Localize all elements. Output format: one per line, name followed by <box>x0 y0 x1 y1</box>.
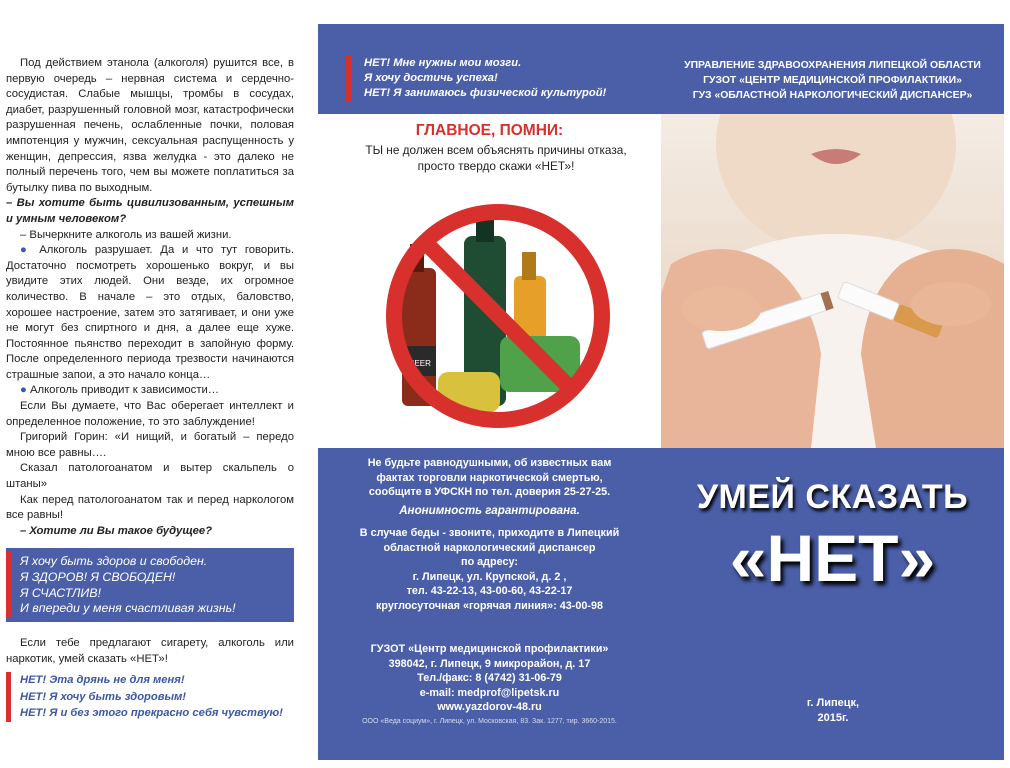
place-text: г. Липецк, <box>806 697 860 709</box>
affirmation-line: Я хочу быть здоров и свободен. <box>20 554 208 568</box>
prevention-center-info <box>318 642 661 715</box>
gorin-quote-paragraph: Григорий Горин: «И нищий, и богатый – передо мною все равны…. <box>6 431 294 459</box>
offer-paragraph <box>6 636 294 667</box>
no-alcohol-sign-icon <box>380 196 616 436</box>
remember-heading: ГЛАВНОЕ, ПОМНИ: <box>415 122 564 139</box>
dependence-paragraph <box>6 383 294 399</box>
intellect-paragraph: Если Вы думаете, что Вас оберегает интеллект и определенное положение, то это заблуждение! <box>6 400 294 428</box>
info-line: В случае беды - звоните, приходите в Липецкий <box>359 527 620 539</box>
organization-line: ГУЗОТ «ЦЕНТР МЕДИЦИНСКОЙ ПРОФИЛАКТИКИ» <box>703 75 962 87</box>
refusal-advice: ТЫ не должен всем объяснять причины отказа, просто твердо скажи «НЕТ»! <box>365 143 627 173</box>
dependence-text: Алкоголь приводит к зависимости… <box>29 384 220 397</box>
cover-title: УМЕЙ СКАЗАТЬ <box>696 478 969 516</box>
dispensary-info <box>318 526 661 614</box>
info-line: по адресу: <box>461 556 518 569</box>
middle-top-line: НЕТ! Я занимаюсь физической культурой! <box>364 87 607 99</box>
affirmation-box <box>6 548 294 622</box>
affirmation-line: И впереди у меня счастливая жизнь! <box>20 601 236 616</box>
no-line: НЕТ! Я хочу быть здоровым! <box>20 690 187 703</box>
scalpel-paragraph: Сказал патологоанатом и вытер скальпель о штаны» <box>6 462 294 491</box>
middle-top-line: Я хочу достичь успеха! <box>364 72 498 84</box>
affirmation-line: Я ЗДОРОВ! Я СВОБОДЕН! <box>20 569 176 584</box>
info-line: г. Липецк, ул. Крупской, д. 2 , <box>412 570 567 583</box>
intro-paragraph: Под действием этанола (алкоголя) рушится все, в первую очередь – нервная система и сердечно-сосудистая. Слабые мышцы, тромбы в сосудах, диабет, разрушенный головной мозг, катастрофически разрушенная печень, ослабленные почки, половая импотенция у мужчин, сексуальная распущенность у женщин, депрессия, язва желудка - это далеко не полный перечень того, чем вы можете поплатиться за бутылку пива по выходным. <box>6 57 294 194</box>
info-line: фактах торговли наркотической смертью, <box>376 471 603 484</box>
printer-imprint: ООО «Веда социум», г. Липецк, ул. Московская, 83. Зак. 1277, тир. 3660-2015. <box>362 718 617 725</box>
website-link[interactable]: www.yazdorov-48.ru <box>437 701 542 714</box>
alcohol-destroys-paragraph <box>6 243 294 383</box>
bullet-icon: ● <box>20 384 27 397</box>
no-line: НЕТ! Я и без этого прекрасно себя чувствую! <box>20 707 283 720</box>
question-civilized: – Вы хотите быть цивилизованным, успешным и умным человеком? <box>6 197 294 225</box>
left-column <box>6 56 294 539</box>
organization-panel <box>661 24 1004 114</box>
prohibition-illustration <box>380 196 616 436</box>
alcohol-destroys-text: Алкоголь разрушает. Да и что тут говорить. Достаточно посмотреть хорошенько вокруг, и вы увидите этих людей. Они везде, их огромное количество. В начале – это отдых, баловство, хорошее настроение, затем это затягивает, и они уже не могут без спиртного и дня, а далее еще хуже. Постоянное пьянство переходит в запойную форму. После определенного периода трезвости начинаются страшные запои, а это начало конца… <box>6 244 295 381</box>
no-lines <box>20 672 283 722</box>
cover-net: «НЕТ» <box>729 521 936 595</box>
no-line: НЕТ! Эта дрянь не для меня! <box>20 674 185 686</box>
affirmation-line: Я СЧАСТЛИВ! <box>20 585 101 600</box>
bullet-icon: ● <box>20 244 32 257</box>
info-line: областной наркологический диспансер <box>383 541 596 554</box>
report-info <box>318 456 661 500</box>
breaking-cigarette-illustration <box>661 114 1004 448</box>
info-line: ГУЗОТ «Центр медицинской профилактики» <box>370 643 609 655</box>
affirmation-lines <box>20 554 236 617</box>
no-list <box>6 668 294 722</box>
email-link[interactable]: e-mail: medprof@lipetsk.ru <box>419 686 560 699</box>
year-text: 2015г. <box>817 712 849 724</box>
answer-cross-out: – Вычеркните алкоголь из вашей жизни. <box>20 228 232 241</box>
info-line: 398042, г. Липецк, 9 микрорайон, д. 17 <box>388 657 591 670</box>
info-line: круглосуточная «горячая линия»: 43-00-98 <box>375 599 604 612</box>
bottle-label: BEER <box>409 359 431 368</box>
cigarette-photo <box>661 114 1004 448</box>
info-line: тел. 43-22-13, 43-00-60, 43-22-17 <box>406 585 573 598</box>
red-accent-bar <box>6 672 11 722</box>
organization-line: ГУЗ «ОБЛАСТНОЙ НАРКОЛОГИЧЕСКИЙ ДИСПАНСЕР» <box>692 90 973 102</box>
middle-top-line: НЕТ! Мне нужны мои мозги. <box>364 57 522 69</box>
red-accent-bar <box>6 552 11 618</box>
info-line: Тел./факс: 8 (4742) 31-06-79 <box>417 672 562 685</box>
narcologist-paragraph: Как перед патологоанатом так и перед наркологом все равны! <box>6 493 294 522</box>
red-accent-bar <box>346 56 352 102</box>
organization-lines <box>661 58 1004 104</box>
info-line: Не будьте равнодушными, об известных вам <box>367 457 612 469</box>
info-line: сообщите в УФСКН по тел. доверия 25-27-25. <box>368 486 611 499</box>
offer-text: Если тебе предлагают сигарету, алкоголь или наркотик, умей сказать «НЕТ»! <box>6 637 294 665</box>
anonymity-note: Анонимность гарантирована. <box>399 504 580 517</box>
middle-top-lines <box>364 56 606 101</box>
organization-line: УПРАВЛЕНИЕ ЗДРАВООХРАНЕНИЯ ЛИПЕЦКОЙ ОБЛАСТИ <box>684 60 981 71</box>
middle-top-panel <box>318 24 661 114</box>
bottom-panel <box>318 448 1004 760</box>
question-future: – Хотите ли Вы такое будущее? <box>20 524 213 537</box>
place-year <box>758 696 908 726</box>
